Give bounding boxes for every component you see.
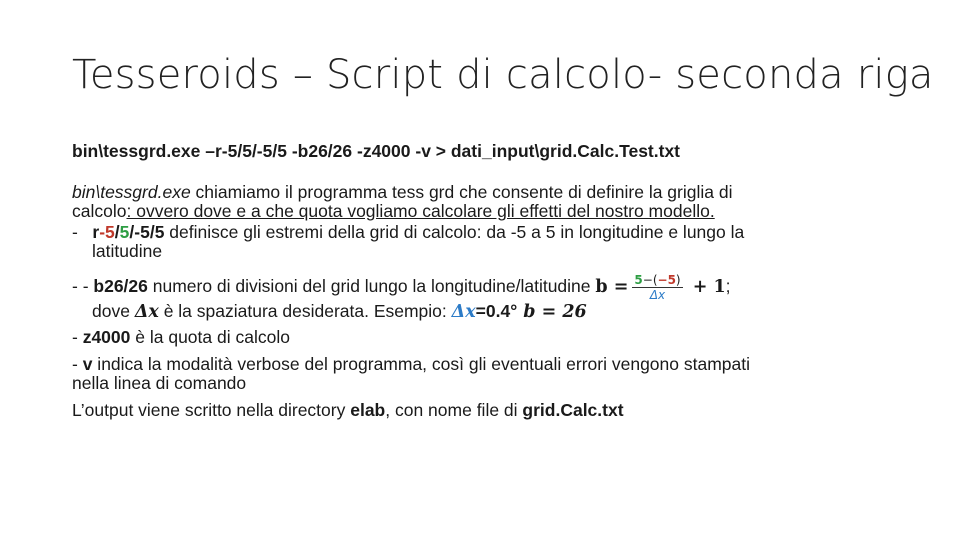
- bullet-dash: -: [72, 327, 83, 347]
- param-r: r: [92, 222, 100, 242]
- list-item-b-cont: [72, 302, 892, 322]
- param-v-desc: indica la modalità verbose del programma, così gli eventuali errori vengono stampati: [92, 354, 750, 374]
- param-r-desc2: latitudine: [92, 241, 163, 261]
- numerator-min: −5: [657, 273, 676, 287]
- paragraph-program-cont: [72, 202, 892, 221]
- param-v-desc2: nella linea di comando: [72, 373, 247, 393]
- delta-x-example: Δx: [451, 302, 476, 322]
- list-item-r: [72, 223, 892, 242]
- formula-b: b: [595, 277, 608, 298]
- fraction-numerator: [632, 273, 682, 288]
- list-item-r-cont: [72, 242, 892, 261]
- slide-title: Tesseroids – Script di calcolo- seconda riga: [72, 52, 934, 98]
- example-b: b = 26: [517, 302, 587, 322]
- bullet-dash: -: [72, 354, 83, 374]
- param-b-line2a: dove: [92, 301, 135, 321]
- program-desc: chiamiamo il programma tess grd che consente di definire la griglia di: [190, 182, 733, 202]
- param-b-desc: numero di divisioni del grid lungo la longitudine/latitudine: [147, 276, 596, 297]
- slide-body: [72, 142, 892, 420]
- output-text-b: , con nome file di: [385, 400, 523, 420]
- bullet-dash: - -: [72, 276, 94, 297]
- numerator-max: 5: [634, 273, 643, 287]
- formula-fraction: [632, 273, 682, 302]
- delta-x: Δx: [134, 302, 159, 322]
- formula-semicolon: ;: [725, 276, 731, 297]
- numerator-end: ): [675, 273, 681, 287]
- output-paragraph: [72, 401, 892, 420]
- bullet-dash: -: [72, 222, 78, 242]
- param-r-desc: definisce gli estremi della grid di calcolo: da -5 a 5 in longitudine e lungo la: [164, 222, 745, 242]
- fraction-denominator: Δx: [649, 288, 666, 302]
- output-file: grid.Calc.txt: [522, 400, 624, 420]
- param-v: v: [82, 354, 93, 374]
- example-value: =0.4°: [475, 301, 518, 321]
- formula-plus: + 1: [686, 277, 726, 298]
- list-item-z: [72, 328, 892, 347]
- param-b: b26/26: [93, 276, 148, 297]
- param-r-rest: /-5/5: [129, 222, 165, 242]
- list-item-v-cont: [72, 374, 892, 393]
- output-text-a: L’output viene scritto nella directory: [72, 400, 351, 420]
- list-item-v: [72, 355, 892, 374]
- param-z-desc: è la quota di calcolo: [130, 327, 290, 347]
- paragraph-program: [72, 183, 892, 202]
- program-path: bin\tessgrd.exe: [72, 182, 191, 202]
- command-line: bin\tessgrd.exe –r-5/5/-5/5 -b26/26 -z4000 -v > dati_input\grid.Calc.Test.txt: [72, 141, 681, 161]
- program-desc-underlined: : ovvero dove e a che quota vogliamo calcolare gli effetti del nostro modello.: [126, 201, 715, 221]
- output-dir: elab: [350, 400, 386, 420]
- formula-eq: =: [607, 277, 629, 298]
- program-desc-calcolo: calcolo: [72, 201, 127, 221]
- param-r-slash: /: [114, 222, 120, 242]
- list-item-b: [72, 273, 892, 302]
- param-r-max: 5: [119, 222, 130, 242]
- param-z: z4000: [82, 327, 131, 347]
- param-b-line2b: è la spaziatura desiderata. Esempio:: [158, 301, 452, 321]
- param-r-min: -5: [99, 222, 115, 242]
- numerator-mid: −(: [642, 273, 658, 287]
